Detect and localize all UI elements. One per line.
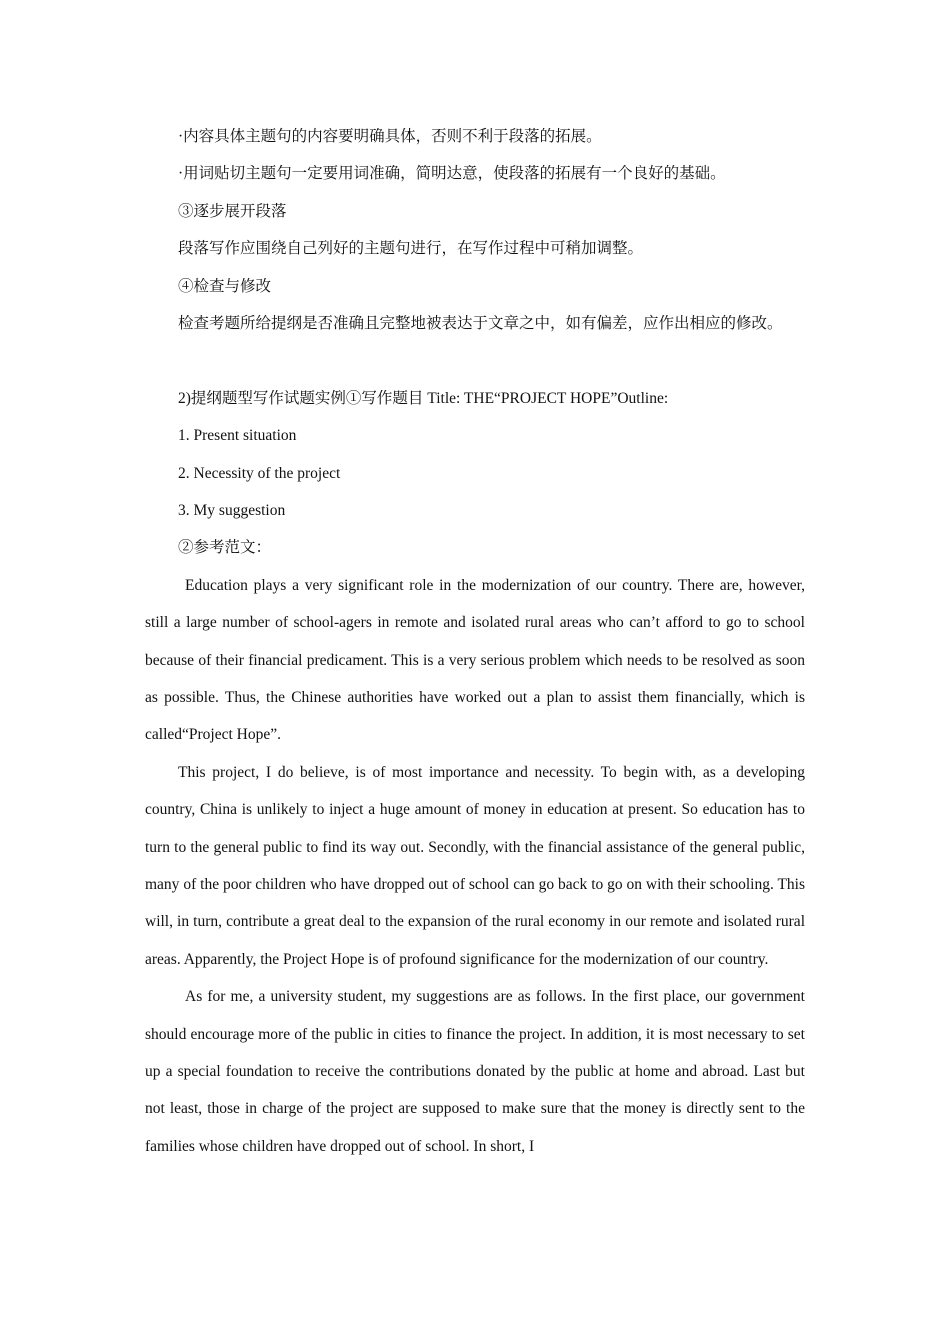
step-text-review: 检查考题所给提纲是否准确且完整地被表达于文章之中，如有偏差，应作出相应的修改。 bbox=[178, 314, 783, 332]
step-text-develop: 段落写作应围绕自己列好的主题句进行，在写作过程中可稍加调整。 bbox=[178, 240, 644, 258]
bullet-line-specific: ·内容具体主题句的内容要明确具体，否则不利于段落的拓展。 bbox=[178, 128, 602, 145]
bullet-line-wording: ·用词贴切主题句一定要用词准确，简明达意，使段落的拓展有一个良好的基础。 bbox=[178, 165, 726, 183]
paragraph-spacer bbox=[145, 342, 805, 379]
essay-paragraph-1: Education plays a very significant role in the modernization of our country. There are, however, still a large number of school-agers in remote and isolated rural areas who can’t afford to go to school because of their financial predicament. This is a very serious problem which needs to be resolved as soon as possible. Thus, the Chinese authorities have worked out a plan to assist them financially, which is called“Project Hope”. bbox=[145, 576, 805, 744]
outline-item: 1. Present situation bbox=[178, 427, 297, 445]
essay-paragraph-3: As for me, a university student, my suggestions are as follows. In the first place, our government should encourage more of the public in cities to finance the project. In addition, it is most necessary to set up a special foundation to receive the contributions donated by the public at home and abroad. Last but not least, those in charge of the project are supposed to make sure that the money is directly sent to the families whose children have dropped out of school. In short, I bbox=[145, 988, 805, 1155]
step-heading-review: ④检查与修改 bbox=[178, 277, 272, 295]
sample-essay-label: ②参考范文： bbox=[178, 539, 272, 557]
essay-paragraph-2: This project, I do believe, is of most importance and necessity. To begin with, as a developing country, China is unlikely to inject a huge amount of money in education at present. So education has to turn to the general public to find its way out. Secondly, with the financial assistance of the general public, many of the poor children who have dropped out of school can go back to go on with their schooling. This will, in turn, contribute a great deal to the expansion of the rural economy in our remote and isolated rural areas. Apparently, the Project Hope is of profound significance for the modernization of our country. bbox=[145, 763, 805, 968]
document-body bbox=[145, 118, 805, 1165]
outline-item: 2. Necessity of the project bbox=[178, 464, 341, 482]
example-heading: 2)提纲题型写作试题实例①写作题目 Title: THE“PROJECT HOPE”Outline: bbox=[178, 389, 669, 407]
step-heading-develop: ③逐步展开段落 bbox=[178, 202, 287, 220]
outline-item: 3. My suggestion bbox=[178, 501, 286, 519]
